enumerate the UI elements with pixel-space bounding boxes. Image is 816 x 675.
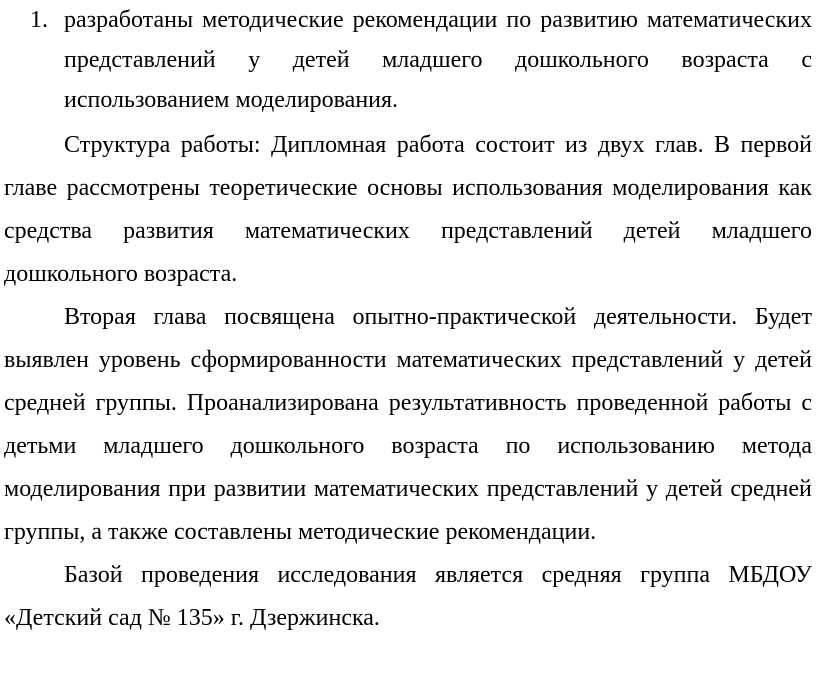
word: представлений	[440, 218, 593, 244]
word: математических	[396, 347, 562, 373]
word: возраста	[391, 433, 479, 459]
word: В	[714, 132, 731, 158]
word: разработаны	[64, 7, 194, 33]
word: представлений	[486, 476, 639, 502]
word: теоретические	[209, 175, 358, 201]
word: уровень	[98, 347, 181, 373]
word: представлений	[571, 347, 724, 373]
word: младшего	[103, 433, 204, 459]
paragraph-line	[4, 383, 812, 423]
word: детей	[292, 47, 350, 73]
word: рассмотрены	[66, 175, 200, 201]
word: дошкольного	[515, 47, 649, 73]
word: средней	[4, 390, 86, 416]
word: состоит	[475, 132, 555, 158]
word: метода	[741, 433, 812, 459]
paragraph-line	[4, 168, 812, 208]
word: детей	[665, 476, 723, 502]
word: возраста	[681, 47, 769, 73]
paragraph-line: дошкольного возраста.	[4, 261, 238, 287]
word: средней	[730, 476, 812, 502]
word: детей	[623, 218, 681, 244]
word: проведения	[141, 562, 260, 588]
word: математических	[313, 476, 479, 502]
word: результативность	[388, 390, 567, 416]
word: средняя	[541, 562, 622, 588]
word: моделирования	[4, 476, 161, 502]
word: развитии	[213, 476, 307, 502]
word: глав.	[654, 132, 704, 158]
list-number: 1.	[30, 7, 48, 33]
word: глава	[153, 304, 207, 330]
word: посвящена	[224, 304, 335, 330]
word: группа	[640, 562, 710, 588]
word: средства	[4, 218, 93, 244]
paragraph-line	[4, 340, 812, 380]
word: младшего	[711, 218, 812, 244]
word: является	[434, 562, 524, 588]
paragraph-line	[64, 555, 812, 595]
word: МБДОУ	[728, 562, 812, 588]
word: методические	[202, 7, 344, 33]
word: у	[248, 47, 261, 73]
word: Вторая	[64, 304, 136, 330]
word: математических	[646, 7, 812, 33]
word: двух	[597, 132, 645, 158]
word: использования	[452, 175, 603, 201]
word: детей	[755, 347, 812, 373]
word: по	[505, 433, 531, 459]
word: выявлен	[4, 347, 89, 373]
word: у	[646, 476, 659, 502]
word: опытно-практической	[352, 304, 577, 330]
word: при	[168, 476, 206, 502]
list-item-line	[64, 0, 812, 40]
word: работы	[718, 390, 792, 416]
word: младшего	[382, 47, 483, 73]
word: основы	[367, 175, 443, 201]
word: с	[801, 390, 812, 416]
list-item-line	[64, 40, 812, 80]
word: проведенной	[576, 390, 709, 416]
word: Базой	[64, 562, 123, 588]
word: главе	[4, 175, 58, 201]
word: Будет	[754, 304, 812, 330]
word: использованию	[557, 433, 715, 459]
word: моделирования	[612, 175, 769, 201]
word: Структура	[64, 132, 171, 158]
word: работы:	[180, 132, 261, 158]
word: с	[801, 47, 812, 73]
word: работа	[396, 132, 465, 158]
word: математических	[244, 218, 410, 244]
list-item-line: использованием моделирования.	[64, 87, 399, 113]
paragraph-line: «Детский сад № 135» г. Дзержинска.	[4, 605, 380, 631]
word: Проанализирована	[186, 390, 379, 416]
word: развитию	[540, 7, 638, 33]
word: Дипломная	[271, 132, 387, 158]
word: как	[778, 175, 812, 201]
word: детьми	[4, 433, 77, 459]
word: деятельности.	[593, 304, 738, 330]
paragraph-line	[64, 297, 812, 337]
word: первой	[740, 132, 812, 158]
paragraph-line	[4, 469, 812, 509]
word: сформированности	[190, 347, 387, 373]
word: по	[506, 7, 532, 33]
word: у	[733, 347, 746, 373]
word: из	[565, 132, 588, 158]
paragraph-line: группы, а также составлены методические рекомендации.	[4, 519, 597, 545]
paragraph-line	[4, 426, 812, 466]
word: исследования	[277, 562, 417, 588]
word: дошкольного	[230, 433, 365, 459]
word: развития	[123, 218, 214, 244]
paragraph-line	[64, 125, 812, 165]
paragraph-line	[4, 211, 812, 251]
word: рекомендации	[352, 7, 498, 33]
word: группы.	[95, 390, 177, 416]
word: представлений	[64, 47, 216, 73]
